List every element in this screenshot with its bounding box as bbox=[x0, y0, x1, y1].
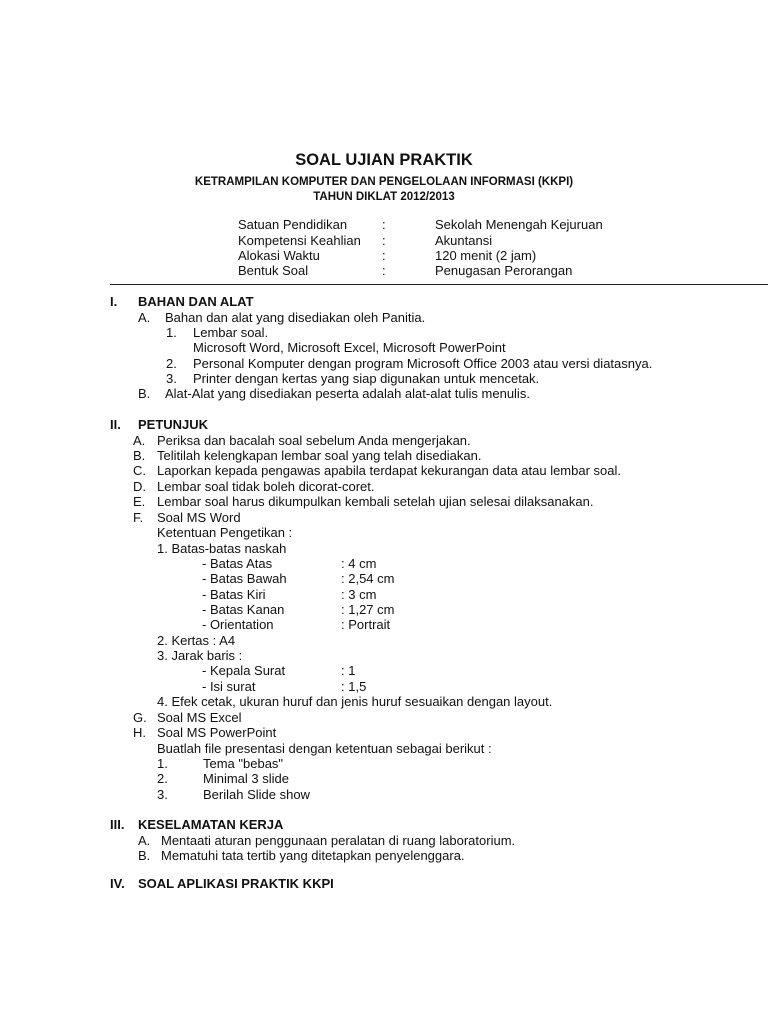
setting-value: : 1 bbox=[341, 663, 356, 678]
page-subtitle: KETRAMPILAN KOMPUTER DAN PENGELOLAAN INFORMASI (KKPI) bbox=[194, 176, 574, 188]
setting-key: - Orientation bbox=[202, 617, 274, 632]
setting-key: - Batas Atas bbox=[202, 556, 273, 571]
info-sep: : bbox=[382, 217, 386, 232]
section-title: SOAL APLIKASI PRAKTIK KKPI bbox=[138, 876, 334, 891]
list-letter: B. bbox=[138, 848, 151, 863]
info-sep: : bbox=[382, 263, 386, 278]
list-letter: E. bbox=[133, 494, 146, 509]
list-text: Telitilah kelengkapan lembar soal yang telah disediakan. bbox=[157, 448, 482, 463]
page-year: TAHUN DIKLAT 2012/2013 bbox=[313, 191, 455, 203]
word-ketentuan: Ketentuan Pengetikan : bbox=[157, 525, 293, 540]
list-text: Mentaati aturan penggunaan peralatan di ruang laboratorium. bbox=[161, 833, 516, 848]
list-text: Lembar soal tidak boleh dicorat-coret. bbox=[157, 479, 375, 494]
list-text: Alat-Alat yang disediakan peserta adalah alat-alat tulis menulis. bbox=[165, 386, 530, 401]
info-value: Sekolah Menengah Kejuruan bbox=[435, 217, 603, 232]
word-jarak-title: 3. Jarak baris : bbox=[157, 648, 243, 663]
info-value: 120 menit (2 jam) bbox=[435, 248, 537, 263]
list-text: Soal MS Excel bbox=[157, 710, 242, 725]
list-letter: A. bbox=[133, 433, 146, 448]
section-title: BAHAN DAN ALAT bbox=[138, 294, 254, 309]
setting-key: - Batas Kiri bbox=[202, 587, 266, 602]
setting-value: : 3 cm bbox=[341, 587, 377, 602]
list-text: Periksa dan bacalah soal sebelum Anda mengerjakan. bbox=[157, 433, 471, 448]
word-batas-title: 1. Batas-batas naskah bbox=[157, 541, 287, 556]
section-number: I. bbox=[110, 294, 118, 309]
info-sep: : bbox=[382, 233, 386, 248]
setting-key: - Kepala Surat bbox=[202, 663, 286, 678]
list-letter: A. bbox=[138, 833, 151, 848]
list-number: 2. bbox=[157, 771, 168, 786]
list-number: 1. bbox=[166, 325, 177, 340]
list-text: Printer dengan kertas yang siap digunakan untuk mencetak. bbox=[193, 371, 540, 386]
info-sep: : bbox=[382, 248, 386, 263]
ppt-intro: Buatlah file presentasi dengan ketentuan sebagai berikut : bbox=[157, 741, 492, 756]
setting-value: : 1,27 cm bbox=[341, 602, 395, 617]
list-letter: D. bbox=[133, 479, 146, 494]
page-title: SOAL UJIAN PRAKTIK bbox=[295, 151, 473, 169]
list-text: Microsoft Word, Microsoft Excel, Microsoft PowerPoint bbox=[193, 340, 506, 355]
section-title: PETUNJUK bbox=[138, 417, 209, 432]
info-label: Alokasi Waktu bbox=[238, 248, 320, 263]
setting-value: : 2,54 cm bbox=[341, 571, 395, 586]
list-text: Minimal 3 slide bbox=[203, 771, 289, 786]
list-letter: C. bbox=[133, 463, 146, 478]
list-number: 2. bbox=[166, 356, 177, 371]
list-letter: B. bbox=[133, 448, 146, 463]
list-number: 3. bbox=[157, 787, 168, 802]
list-text: Mematuhi tata tertib yang ditetapkan penyelenggara. bbox=[161, 848, 465, 863]
section-number: III. bbox=[110, 817, 125, 832]
list-text: Berilah Slide show bbox=[203, 787, 310, 802]
list-text: Soal MS Word bbox=[157, 510, 241, 525]
word-kertas: 2. Kertas : A4 bbox=[157, 633, 236, 648]
list-letter: F. bbox=[133, 510, 144, 525]
info-value: Penugasan Perorangan bbox=[435, 263, 573, 278]
list-text: Personal Komputer dengan program Microsoft Office 2003 atau versi diatasnya. bbox=[193, 356, 653, 371]
list-text: Tema "bebas" bbox=[203, 756, 284, 771]
list-text: Lembar soal. bbox=[193, 325, 269, 340]
setting-key: - Batas Bawah bbox=[202, 571, 287, 586]
list-text: Soal MS PowerPoint bbox=[157, 725, 277, 740]
list-letter: B. bbox=[138, 386, 151, 401]
list-number: 1. bbox=[157, 756, 168, 771]
setting-value: : 4 cm bbox=[341, 556, 377, 571]
list-letter: H. bbox=[133, 725, 146, 740]
info-value: Akuntansi bbox=[435, 233, 493, 248]
list-text: Bahan dan alat yang disediakan oleh Panitia. bbox=[165, 310, 426, 325]
setting-key: - Isi surat bbox=[202, 679, 256, 694]
list-text: Lembar soal harus dikumpulkan kembali setelah ujian selesai dilaksanakan. bbox=[157, 494, 594, 509]
list-letter: A. bbox=[138, 310, 151, 325]
info-label: Satuan Pendidikan bbox=[238, 217, 348, 232]
list-letter: G. bbox=[133, 710, 147, 725]
word-efek: 4. Efek cetak, ukuran huruf dan jenis huruf sesuaikan dengan layout. bbox=[157, 694, 553, 709]
list-text: Laporkan kepada pengawas apabila terdapat kekurangan data atau lembar soal. bbox=[157, 463, 622, 478]
info-label: Kompetensi Keahlian bbox=[238, 233, 361, 248]
section-number: II. bbox=[110, 417, 121, 432]
setting-value: : Portrait bbox=[341, 617, 391, 632]
setting-value: : 1,5 bbox=[341, 679, 367, 694]
section-number: IV. bbox=[110, 876, 125, 891]
section-title: KESELAMATAN KERJA bbox=[138, 817, 284, 832]
info-label: Bentuk Soal bbox=[238, 263, 309, 278]
setting-key: - Batas Kanan bbox=[202, 602, 285, 617]
list-number: 3. bbox=[166, 371, 177, 386]
header-divider bbox=[110, 284, 768, 285]
